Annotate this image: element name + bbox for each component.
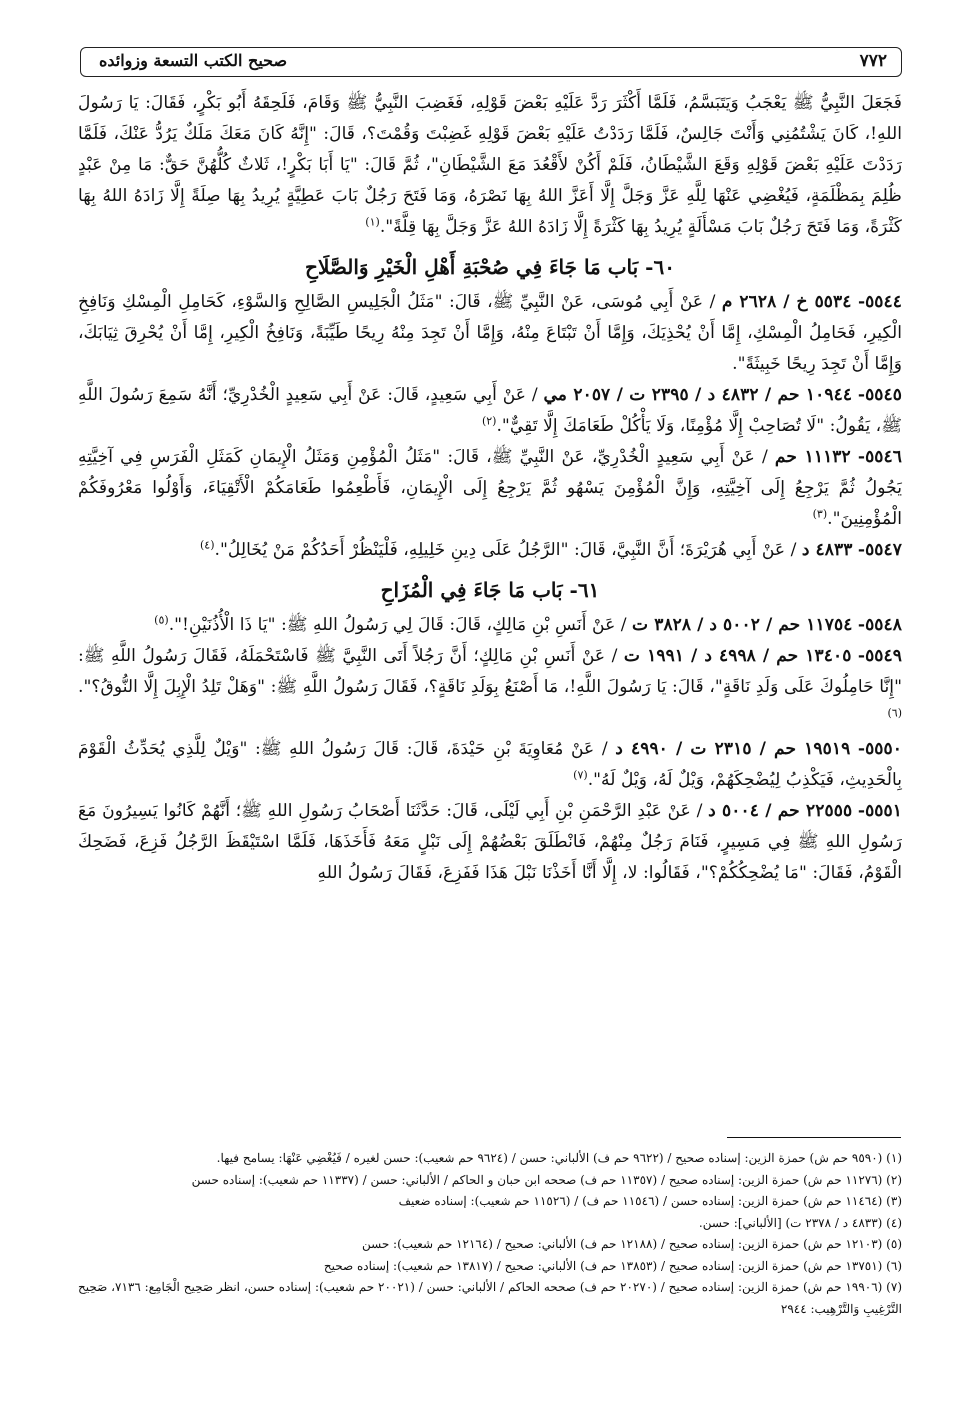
footnote-ref: (٢) — [481, 414, 497, 428]
footnote-ref: (٦) — [887, 706, 902, 720]
source-refs: ٢٢٥٥٥ حم / ٥٠٠٤ د — [708, 801, 853, 821]
chapter-heading: ٦١- بَاب مَا جَاءَ فِي الْمُزَاحِ — [380, 578, 600, 602]
source-refs: ٥٥٣٤ خ / ٢٦٢٨ م — [721, 292, 852, 312]
hadith-entry — [78, 535, 902, 566]
footnote-ref: (٧) — [573, 768, 588, 782]
footnote: (٧) (١٩٩٠٦ حم ش) حمزة الزين: إسناده صحيح / (٢٠٢٧٠ حم ف) صححه الحاكم / الألباني: حسن / (٢٠٠٢١ حم شعيب): إسناده حسن، انظر صَحِيح الْجَامِع: ٧١٣٦، صَحِيح التَّرْغِيبِ وَالتَّرْهِيب: ٢٩٤٤ — [78, 1280, 902, 1316]
hadith-number: ٥٥٤٦- — [857, 447, 902, 467]
page-body — [78, 88, 902, 889]
hadith-number: ٥٥٥٠- — [857, 739, 902, 759]
footnote-separator — [727, 1137, 901, 1138]
footnote-ref: (٤) — [200, 538, 215, 552]
hadith-continuation — [78, 88, 902, 243]
footnote: (٢) (١١٢٧٦ حم ش) حمزة الزين: إسناده صحيح / (١١٣٥٧ حم ف) صححه ابن حبان و الحاكم / الألباني: حسن / (١١٣٣٧ حم شعيب): إسناده حسن — [191, 1172, 902, 1187]
source-refs: ١١١٣٢ حم — [774, 447, 851, 467]
source-refs: ١٣٤٠٥ حم / ٤٩٩٨ د / ١٩٩١ ت — [623, 646, 852, 666]
hadith-text: / عَنْ أَنَسِ بْنِ مَالِكٍ، قَالَ: قَالَ لِي رَسُولُ اللهِ ﷺ: "يَا ذَا الْأُذُنَيْنِ!". — [168, 615, 633, 635]
page-number: ٧٧٢ — [859, 51, 887, 71]
hadith-number: ٥٥٤٩- — [857, 646, 902, 666]
hadith-number: ٥٥٤٨- — [857, 615, 902, 635]
hadith-text: / عَنْ أَبِي هُرَيْرَةَ؛ أَنَّ النَّبِيَّ، قَالَ: "الرَّجُلُ عَلَى دِينِ خَلِيلِهِ، فَلْيَنْظُرْ أَحَدُكُمْ مَنْ يُخَالِلُ". — [214, 540, 802, 560]
hadith-entry — [78, 610, 902, 641]
footnote-ref: (٥) — [154, 613, 169, 627]
hadith-text: / عَنْ عَبْدِ الرَّحْمَنِ بْنِ أَبِي لَيْلَى، قَالَ: حَدَّثَنَا أَصْحَابُ رَسُولِ اللهِ ﷺ؛ أَنَّهُمْ كَانُوا يَسِيرُونَ مَعَ رَسُولِ اللهِ ﷺ فِي مَسِيرٍ، فَنَامَ رَجُلٌ مِنْهُمْ، فَانْطَلَقَ بَعْضُهُمْ إِلَى نَبْلٍ مَعَهُ فَأَخَذَهَا، فَلَمَّا اسْتَيْقَظَ الرَّجُلُ فَزِعَ، فَضَحِكَ الْقَوْمُ، فَقَالَ: "مَا يُضْحِكُكُمْ؟"، فَقَالُوا: لا، إِلَّا أَنَّا أَخَذْنَا نَبْلَ هَذَا فَفَزِعَ، فَقَالَ رَسُولُ اللهِ — [78, 801, 902, 883]
footnote: (٦) (١٣٧٥١ حم ش) حمزة الزين: إسناده صحيح / (١٣٨٥٣ حم ف) الألباني: صحيح / (١٣٨١٧ حم شعيب): إسناده صحيح — [323, 1258, 902, 1273]
footnote-ref: (٣) — [812, 507, 828, 521]
hadith-entry — [78, 641, 902, 734]
book-title: صحيح الكتب التسعة وزوائده — [99, 51, 288, 70]
source-refs: ٤٨٣٣ د — [801, 540, 853, 560]
page-header — [80, 47, 902, 77]
hadith-text: / عَنْ أَبِي مُوسَى، عَنْ النَّبِيِّ ﷺ، قَالَ: "مَثَلُ الْجَلِيسِ الصَّالِحِ وَالسَّوْءِ، كَحَامِلِ الْمِسْكِ وَنَافِخِ الْكِيرِ، فَحَامِلُ الْمِسْكِ، إِمَّا أَنْ يُحْذِيَكَ، وَإِمَّا أَنْ تَبْتَاعَ مِنْهُ، وَإِمَّا أَنْ تَجِدَ مِنْهُ رِيحًا طَيِّبَةً، وَنَافِخُ الْكِيرِ، إِمَّا أَنْ يُحْرِقَ ثِيَابَكَ، وَإِمَّا أَنْ تَجِدَ رِيحًا خَبِيثَةً". — [78, 292, 902, 374]
chapter-heading: ٦٠- بَاب مَا جَاءَ فِي صُحْبَةِ أَهْلِ الْخَيْرِ وَالصَّلَاحِ — [305, 255, 675, 279]
footnote: (٣) (١١٤٦٤ حم ش) حمزة الزين: إسناده حسن / (١١٥٤٦ حم ف) / (١١٥٢٦ حم شعيب): إسناده ضعيف — [398, 1194, 902, 1208]
footnote-ref: (١) — [365, 215, 380, 229]
hadith-number: ٥٥٤٧- — [857, 540, 902, 560]
hadith-number: ٥٥٥١- — [857, 801, 902, 821]
hadith-entry — [78, 796, 902, 889]
hadith-text: / عَنْ أَنَسِ بْنِ مَالِكٍ؛ أَنَّ رَجُلاً أَتَى النَّبِيَّ ﷺ فَاسْتَحْمَلَهُ، فَقَالَ رَسُولُ اللَّهِ ﷺ: "إِنَّا حَامِلُوكَ عَلَى وَلَدِ نَاقَةٍ"، قَالَ: يَا رَسُولَ اللَّهِ!، مَا أَصْنَعُ بِوَلَدِ نَاقَةٍ؟، فَقَالَ رَسُولُ اللَّهِ ﷺ: "وَهَلْ تَلِدُ الْإِبِلَ إِلَّا النُّوقُ؟". — [78, 646, 902, 697]
hadith-number: ٥٥٤٤- — [857, 292, 903, 312]
hadith-entry — [78, 442, 902, 535]
source-refs: ١١٧٥٤ حم / ٥٠٠٢ د / ٣٨٢٨ ت — [632, 615, 853, 635]
footnote: (٤) (٤٨٣٣ د / ٢٣٧٨ ت) [الألباني]: حسن. — [698, 1215, 902, 1230]
hadith-text: / عَنْ أَبِي سَعِيدٍ الْخُدْرِيِّ، عَنْ النَّبِيِّ ﷺ، قَالَ: "مَثَلُ الْمُؤْمِنِ وَمَثَلُ الْإِيمَانِ كَمَثَلِ الْفَرَسِ فِي آخِيَّتِهِ يَجُولُ ثُمَّ يَرْجِعُ إِلَى آخِيَّتِهِ، وَإِنَّ الْمُؤْمِنَ يَسْهُو ثُمَّ يَرْجِعُ إِلَى الْإِيمَانِ، فَأَطْعِمُوا طَعَامَكُمْ الْأَتْقِيَاءَ، وَأَوْلُوا مَعْرُوفَكُمْ الْمُؤْمِنِينَ". — [78, 447, 902, 529]
footnote: (٥) (١٢١٠٣ حم ش) حمزة الزين: إسناده صحيح / (١٢١٨٨ حم ف) الألباني: صحيح / (١٢١٦٤ حم شعيب): حسن — [361, 1237, 902, 1251]
hadith-text: / عَنْ مُعَاوِيَةَ بْنِ حَيْدَةَ، قَالَ: قَالَ رَسُولُ اللهِ ﷺ: "وَيْلٌ لِلَّذِي يُحَدِّثُ الْقَوْمَ بِالْحَدِيثِ، فَيَكْذِبُ لِيُضْحِكَهُمْ، وَيْلٌ لَهُ، وَيْلٌ لَهُ". — [78, 739, 902, 790]
source-refs: ١٠٩٤٤ حم / ٤٨٣٢ د / ٢٣٩٥ ت / ٢٠٥٧ مي — [543, 385, 853, 405]
hadith-text: فَجَعَلَ النَّبِيُّ ﷺ يَعْجَبُ وَيَتَبَسَّمُ، فَلَمَّا أَكْثَرَ رَدَّ عَلَيْهِ بَعْضَ قَوْلِهِ، فَغَضِبَ النَّبِيُّ ﷺ وَقَامَ، فَلَحِقَهُ أَبُو بَكْرٍ، فَقَالَ: يَا رَسُولَ اللهِ!، كَانَ يَشْتُمُنِي وَأَنْتَ جَالِسٌ، فَلَمَّا رَدَدْتُ عَلَيْهِ بَعْضَ قَوْلِهِ غَضِبْتَ وَقُمْتَ؟، قَالَ: "إِنَّهُ كَانَ مَعَكَ مَلَكٌ يَرُدُّ عَنْكَ، فَلَمَّا رَدَدْتَ عَلَيْهِ بَعْضَ قَوْلِهِ وَقَعَ الشَّيْطَانُ، فَلَمْ أَكُنْ لأَقْعُدَ مَعَ الشَّيْطَانِ"، ثُمَّ قَالَ: "يَا أَبَا بَكْرٍ!، ثَلاثٌ كُلُّهُنَّ حَقٌّ: مَا مِنْ عَبْدٍ ظُلِمَ بِمَظْلَمَةٍ، فَيُغْضِي عَنْهَا لِلَّهِ عَزَّ وَجَلَّ إِلَّا أَعَزَّ اللهُ بِهَا نَصْرَهُ، وَمَا فَتَحَ رَجُلٌ بَابَ عَطِيَّةٍ يُرِيدُ بِهَا صِلَةً إِلَّا زَادَهُ اللهُ بِهَا كَثْرَةً، وَمَا فَتَحَ رَجُلٌ بَابَ مَسْأَلَةٍ يُرِيدُ بِهَا كَثْرَةً إِلَّا زَادَهُ اللهُ عَزَّ وَجَلَّ بِهَا قِلَّةً". — [78, 93, 902, 237]
footnotes — [78, 1148, 902, 1320]
hadith-entry — [78, 734, 902, 796]
hadith-entry — [78, 380, 902, 442]
hadith-number: ٥٥٤٥- — [857, 385, 902, 405]
hadith-entry — [78, 287, 902, 380]
footnote: (١) (٩٥٩٠ حم ش) حمزة الزين: إسناده صحيح / (٩٦٢٢ حم ف) الألباني: حسن / (٩٦٢٤ حم شعيب): حسن لغيره / فَيُغْضِي عَنْهَا: يسامح فيها. — [216, 1151, 902, 1165]
source-refs: ١٩٥١٩ حم / ٢٣١٥ ت / ٤٩٩٠ د — [615, 739, 851, 759]
hadith-text: / عَنْ أَبِي سَعِيدٍ، قَالَ: عَنْ أَبِي سَعِيدٍ الْخُدْرِيِّ؛ أَنَّهُ سَمِعَ رَسُولَ اللَّهِ ﷺ، يَقُولُ: "لَا تُصَاحِبْ إِلَّا مُؤْمِنًا، وَلَا يَأْكُلْ طَعَامَكَ إِلَّا تَقِيٌّ". — [78, 385, 902, 436]
